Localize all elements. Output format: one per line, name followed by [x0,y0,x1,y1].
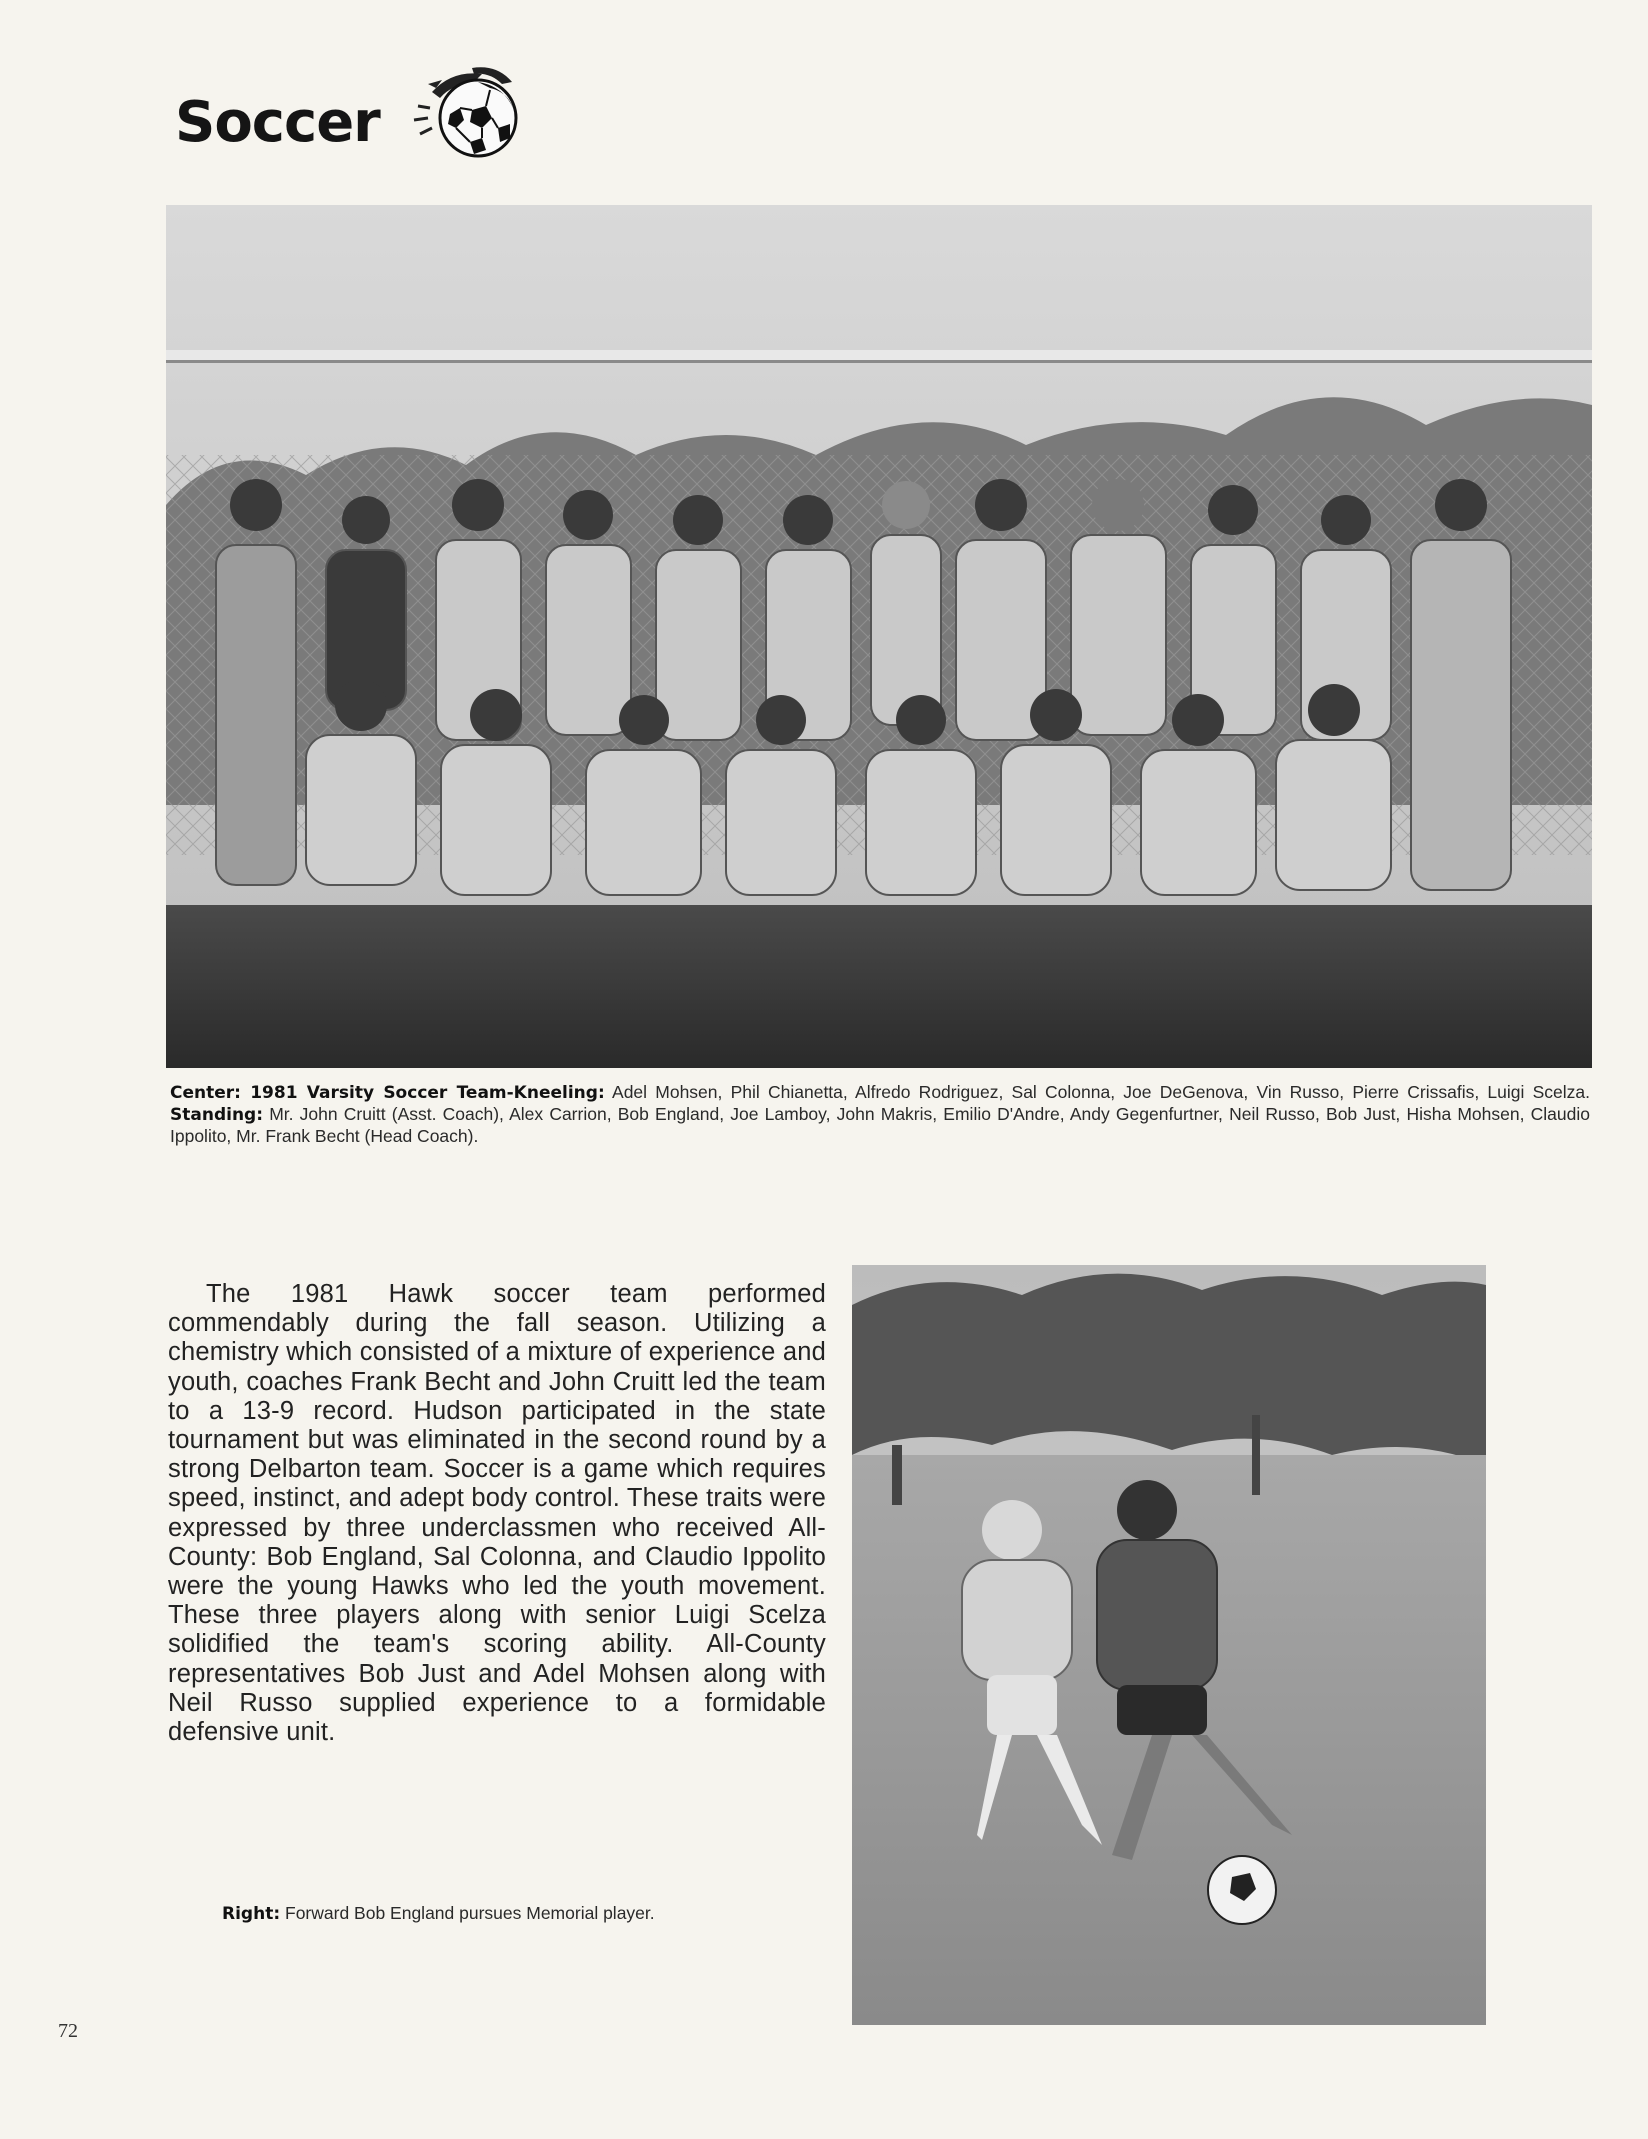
action-photo [852,1265,1486,2025]
article-body: The 1981 Hawk soccer team performed commendably during the fall season. Utilizing a chemistry which consisted of a mixture of experience and youth, coaches Frank Becht and John Cruitt led the team to a 13-9 record. Hudson participated in the state tournament but was eliminated in the second round by a strong Delbarton team. Soccer is a game which requires speed, instinct, and adept body control. These traits were expressed by three underclassmen who received All-County: Bob England, Sal Colonna, and Claudio Ippolito were the young Hawks who led the youth movement. These three players along with senior Luigi Scelza solidified the team's scoring ability. All-County representatives Bob Just and Adel Mohsen along with Neil Russo supplied experience to a formidable defensive unit. [168,1280,826,1747]
standing-names: Mr. John Cruitt (Asst. Coach), Alex Carrion, Bob England, Joe Lamboy, John Makris, Emilio D'Andre, Andy Gegenfurtner, Neil Russo, Bob Just, Hisha Mohsen, Claudio Ippolito, Mr. Frank Becht (Head Coach). [170,1104,1590,1146]
standing-label: Standing: [170,1105,264,1125]
action-photo-caption [222,1903,822,1924]
page-title: Soccer [175,90,380,155]
right-caption-label: Right: [222,1904,281,1924]
team-photo-caption [170,1082,1590,1147]
soccer-ball-icon [412,62,524,162]
kneeling-names: Adel Mohsen, Phil Chianetta, Alfredo Rodriguez, Sal Colonna, Joe DeGenova, Vin Russo, Pierre Crissafis, Luigi Scelza. [612,1082,1590,1102]
right-caption-text: Forward Bob England pursues Memorial player. [285,1903,655,1923]
team-photo [166,205,1592,1068]
caption-label: Center: 1981 Varsity Soccer Team-Kneeling: [170,1083,605,1103]
page-number: 72 [58,2020,78,2042]
